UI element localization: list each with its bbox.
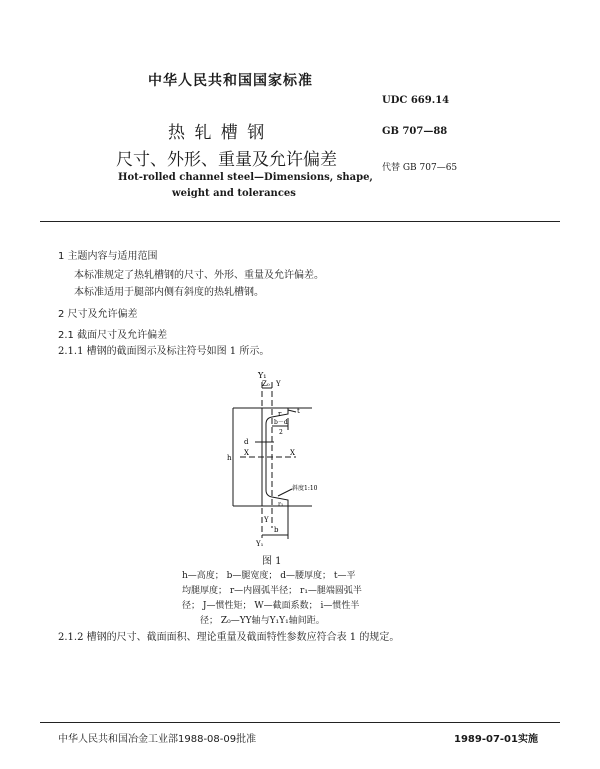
label-b-minus-d: b－d xyxy=(274,419,288,426)
label-y1-top: Y₁ xyxy=(258,371,267,380)
label-x-right: X xyxy=(290,449,295,457)
clause-2-1-2: 2.1.2 槽钢的尺寸、截面面积、理论重量及截面特性参数应符合表 1 的规定。 xyxy=(58,632,400,643)
label-y-bottom: Y xyxy=(264,516,269,524)
label-h: h xyxy=(227,454,232,462)
label-r1: r₁ xyxy=(278,501,284,508)
label-slope: 斜度1:10 xyxy=(292,485,318,492)
title-english-line1: Hot-rolled channel steel—Dimensions, shape, xyxy=(118,172,373,183)
figure-caption: 图 1 xyxy=(262,556,282,567)
figure-legend-line-1: h—高度； b—腿宽度； d—腰厚度； t—平 xyxy=(182,571,356,581)
udc-code: UDC 669.14 xyxy=(382,95,450,106)
label-t: t xyxy=(297,407,300,415)
slope-leader-line xyxy=(278,489,292,496)
title-chinese-line1: 热 轧 槽 钢 xyxy=(168,123,267,143)
country-standard-title: 中华人民共和国国家标准 xyxy=(148,73,313,89)
section-1-paragraph-2: 本标准适用于腿部内侧有斜度的热轧槽钢。 xyxy=(74,287,264,298)
t-leader-line xyxy=(288,410,296,412)
section-1-heading: 1 主题内容与适用范围 xyxy=(58,251,158,262)
label-two: 2 xyxy=(279,429,283,436)
title-english-line2: weight and tolerances xyxy=(172,188,296,199)
label-b: b xyxy=(274,526,279,534)
section-2-heading: 2 尺寸及允许偏差 xyxy=(58,309,138,320)
figure-legend-line-4: 径； Z₀—YY轴与Y₁Y₁轴间距。 xyxy=(200,616,325,626)
footer-effective-date: 1989-07-01实施 xyxy=(454,734,538,745)
section-2-1-heading: 2.1 截面尺寸及允许偏差 xyxy=(58,330,168,341)
channel-section-drawing xyxy=(200,360,340,550)
title-chinese-line2: 尺寸、外形、重量及允许偏差 xyxy=(116,150,337,170)
label-r: r xyxy=(278,410,282,418)
clause-2-1-1: 2.1.1 槽钢的截面图示及标注符号如图 1 所示。 xyxy=(58,346,270,357)
label-y-top: Y xyxy=(276,380,281,388)
header-divider xyxy=(40,221,560,222)
gb-code: GB 707—88 xyxy=(382,126,448,137)
figure-legend-line-2: 均腿厚度； r—内圆弧半径； r₁—腿端圆弧半 xyxy=(182,586,362,596)
figure-legend-line-3: 径； J—惯性矩； W—截面系数； i—惯性半 xyxy=(182,601,360,611)
section-1-paragraph-1: 本标准规定了热轧槽钢的尺寸、外形、重量及允许偏差。 xyxy=(74,270,324,281)
label-z0: Z₀ xyxy=(262,380,270,388)
replaces-standard: 代替 GB 707—65 xyxy=(382,163,458,173)
footer-issuer: 中华人民共和国冶金工业部1988-08-09批准 xyxy=(58,734,257,745)
label-d: d xyxy=(244,438,249,446)
label-y1-bottom: Y₁ xyxy=(256,540,264,548)
label-x-left: X xyxy=(244,449,249,457)
footer-divider xyxy=(40,722,560,723)
